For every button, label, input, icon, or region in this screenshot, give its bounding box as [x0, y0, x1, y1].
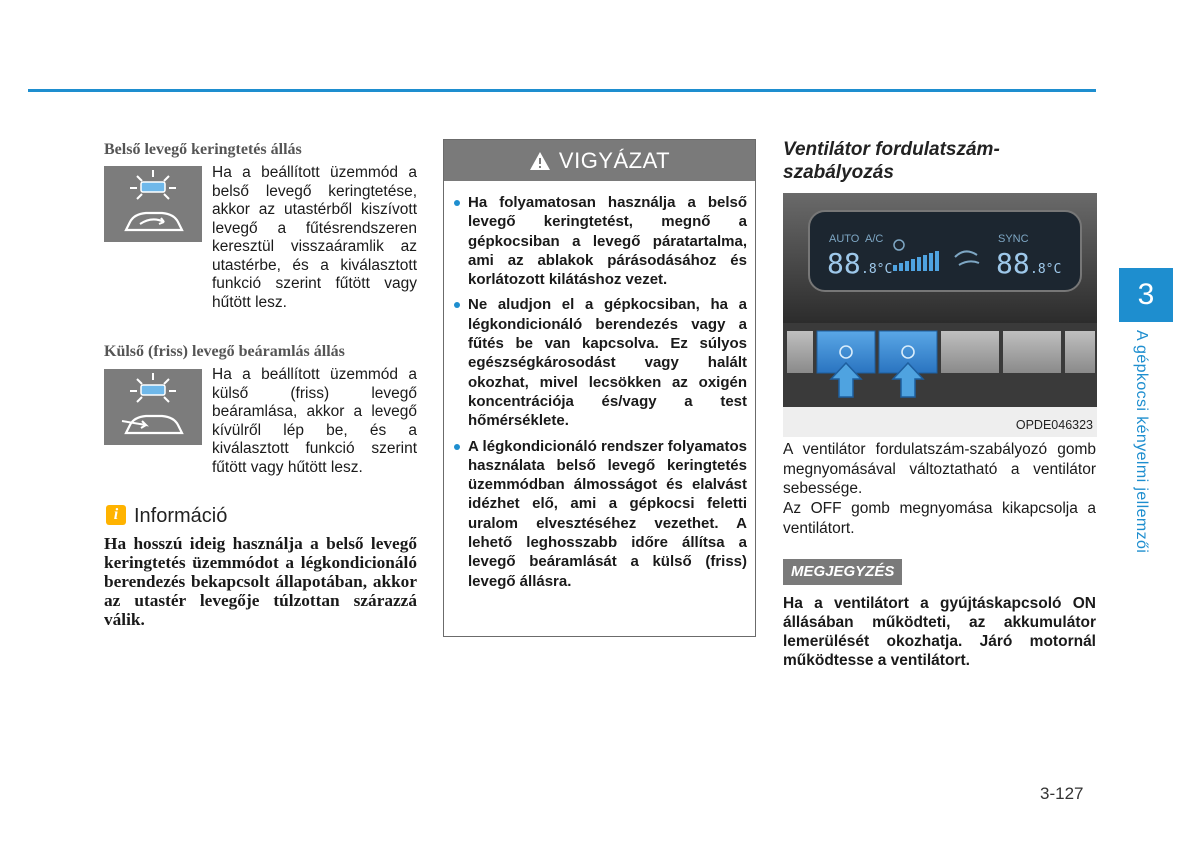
- note-text: Ha a ventilátort a gyújtáskapcsoló ON állásában működteti, az akkumulátor lemerülését okozhatja. Járó motornál működtesse a ventilátort.: [783, 595, 1096, 669]
- image-code: OPDE046323: [1015, 418, 1093, 432]
- recirculation-heading: Belső levegő keringtetés állás: [104, 141, 302, 158]
- info-title: Információ: [134, 505, 228, 527]
- panel-sync-label: SYNC: [998, 233, 1029, 245]
- panel-temp-right: 88: [996, 247, 1030, 280]
- climate-panel-image: [783, 193, 1097, 437]
- panel-ac-label: A/C: [865, 233, 884, 245]
- recirculation-icon: [104, 166, 202, 242]
- fresh-air-icon: [104, 369, 202, 445]
- warning-title: VIGYÁZAT: [558, 147, 671, 173]
- chapter-title: A gépkocsi kényelmi jellemzői: [1133, 330, 1150, 554]
- top-rule: [28, 89, 1096, 92]
- panel-temp-left: 88: [827, 247, 861, 280]
- warning-list: [444, 181, 755, 591]
- fan-speed-para-1: A ventilátor fordulatszám-szabályozó gomb megnyomásával változtatható a ventilátor sebessége.: [783, 441, 1096, 497]
- fan-speed-title: Ventilátor fordulatszám-szabályozás: [783, 139, 1000, 183]
- warning-header: [444, 140, 755, 181]
- recirculation-text: Ha a beállított üzemmód a belső levegő keringtetése, akkor az utastérből kiszívott levegő a fűtésrendszeren keresztül visszaáramlik az utastérbe, és a kiválasztott funkció szerint fűtött vagy hűtött lesz.: [212, 164, 417, 311]
- panel-temp-right-unit: .8°C: [1030, 262, 1062, 277]
- page-number: 3-127: [1040, 784, 1084, 803]
- panel-auto-label: AUTO: [829, 233, 860, 245]
- warning-item: Ne aludjon el a gépkocsiban, ha a légkondicionáló berendezés vagy a fűtés be van kapcsolva. Ez súlyos egészségkárosodást vagy halált okozhat, mivel lecsökken az oxigén koncentrációja és/vagy a test hőmérséklete.: [454, 295, 747, 430]
- warning-item: A légkondicionáló rendszer folyamatos használata belső levegő keringtetés üzemmódban álmosságot és elalvást idézhet elő, ami a gépkocsi feletti uralom elvesztéséhez vezethet. A lehető leghosszabb időre állítsa a levegő beáramlását a külső (friss) levegő állásra.: [454, 437, 747, 591]
- chapter-number-tab: 3: [1119, 268, 1173, 322]
- info-text: Ha hosszú ideig használja a belső levegő keringtetés üzemmódot a légkondicionáló berendezés bekapcsolt állapotában, akkor az utastér levegője túlzottan szárazzá válik.: [104, 534, 417, 629]
- fan-speed-para-2: Az OFF gomb megnyomása kikapcsolja a ventilátort.: [783, 500, 1096, 537]
- info-icon: i: [106, 505, 126, 525]
- warning-item: Ha folyamatosan használja a belső levegő keringtetést, megnő a gépkocsiban a levegő páratartalma, ami az ablakok párásodásához és korlátozott kilátáshoz vezet.: [454, 193, 747, 289]
- note-label: MEGJEGYZÉS: [783, 559, 902, 585]
- fresh-air-text: Ha a beállított üzemmód a külső (friss) levegő beáramlása, akkor a levegő kívülről lép be, és a kiválasztott funkció szerint fűtött vagy hűtött lesz.: [212, 366, 417, 476]
- warning-triangle-icon: [529, 151, 551, 171]
- panel-temp-left-unit: .8°C: [861, 262, 893, 277]
- fresh-air-heading: Külső (friss) levegő beáramlás állás: [104, 343, 345, 360]
- warning-box: [443, 139, 756, 637]
- panel-buttons: [787, 331, 1095, 373]
